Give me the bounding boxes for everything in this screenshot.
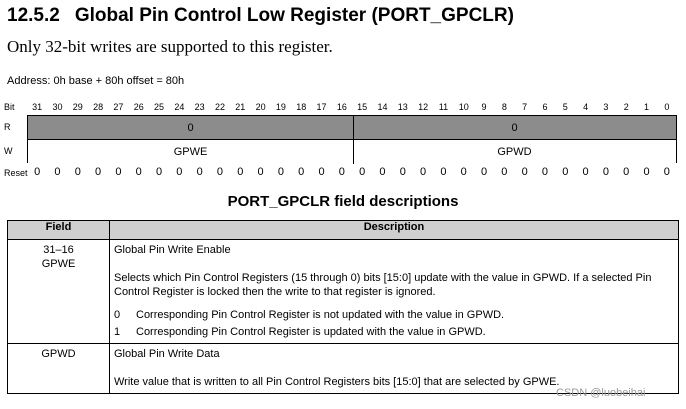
- bit-number: 30: [52, 102, 63, 112]
- bit-number: 23: [194, 102, 205, 112]
- reset-value: 0: [501, 166, 508, 178]
- reset-value: 0: [602, 166, 609, 178]
- reset-value: 0: [643, 166, 650, 178]
- reset-value: 0: [379, 166, 386, 178]
- write-field-gpwe: GPWE: [173, 146, 208, 158]
- section-heading: [7, 5, 514, 27]
- reset-value: 0: [521, 166, 528, 178]
- header-field: Field: [8, 221, 110, 240]
- option-item: [114, 325, 674, 339]
- table-title: PORT_GPCLR field descriptions: [227, 193, 459, 210]
- bit-number: 20: [255, 102, 266, 112]
- bit-number: 4: [583, 102, 589, 112]
- header-description: Description: [110, 221, 679, 240]
- bit-number: 7: [522, 102, 528, 112]
- bit-number: 15: [357, 102, 368, 112]
- bit-number: 12: [418, 102, 429, 112]
- bit-number: 27: [113, 102, 124, 112]
- option-item: [114, 308, 674, 322]
- bit-number: 24: [174, 102, 185, 112]
- bit-number: 1: [644, 102, 650, 112]
- write-row-label: W: [4, 146, 13, 156]
- bit-number: 17: [316, 102, 327, 112]
- write-field-gpwd: GPWD: [497, 146, 532, 158]
- reset-value: 0: [298, 166, 305, 178]
- read-value-high: 0: [187, 121, 194, 134]
- bit-number: 8: [501, 102, 507, 112]
- bit-number: 0: [664, 102, 670, 112]
- section-title: Global Pin Control Low Register (PORT_GPCLR): [74, 5, 514, 26]
- reset-value: 0: [34, 166, 41, 178]
- reset-value: 0: [135, 166, 142, 178]
- field-name: GPWE: [41, 258, 76, 270]
- reset-value: 0: [338, 166, 345, 178]
- bit-number: 31: [32, 102, 43, 112]
- bit-number: 13: [397, 102, 408, 112]
- reset-value: 0: [196, 166, 203, 178]
- bit-number: 11: [438, 102, 449, 112]
- bit-number: 18: [296, 102, 307, 112]
- reset-value: 0: [623, 166, 630, 178]
- reset-value: 0: [440, 166, 447, 178]
- reset-value: 0: [318, 166, 325, 178]
- description-body: Write value that is written to all Pin Control Registers bits [15:0] that are selected by GPWE.: [114, 376, 560, 388]
- field-cell: [8, 344, 110, 394]
- read-value-low: 0: [511, 121, 518, 134]
- bit-number: 26: [133, 102, 144, 112]
- description-title: Global Pin Write Enable: [114, 244, 231, 256]
- address-line: Address: 0h base + 80h offset = 80h: [7, 75, 185, 87]
- bit-number: 5: [562, 102, 568, 112]
- reset-value: 0: [663, 166, 670, 178]
- bit-number: 19: [275, 102, 286, 112]
- reset-value: 0: [237, 166, 244, 178]
- reset-value: 0: [257, 166, 264, 178]
- reset-value: 0: [399, 166, 406, 178]
- reset-value: 0: [277, 166, 284, 178]
- table-row: [8, 344, 679, 394]
- description-cell: [110, 344, 679, 394]
- reset-value: 0: [216, 166, 224, 178]
- option-value: 0: [114, 309, 121, 321]
- bit-number: 10: [458, 102, 469, 112]
- reset-value: 0: [562, 166, 569, 178]
- read-row-label: R: [4, 122, 11, 132]
- field-name: GPWD: [41, 348, 76, 360]
- bit-number: 22: [214, 102, 225, 112]
- bit-number: 2: [623, 102, 629, 112]
- reset-value: 0: [95, 166, 102, 178]
- register-diagram: [27, 115, 677, 163]
- intro-text: Only 32-bit writes are supported to this register.: [7, 37, 333, 56]
- bit-number: 16: [336, 102, 347, 112]
- reset-value: 0: [460, 166, 467, 178]
- field-bits: 31–16: [43, 244, 74, 256]
- bit-number: 29: [72, 102, 83, 112]
- table-header-row: [8, 221, 679, 240]
- bit-number: 14: [377, 102, 388, 112]
- reset-row-label: Reset: [4, 168, 28, 178]
- field-descriptions-table: [7, 220, 679, 394]
- bit-row-label: Bit: [4, 102, 15, 112]
- bit-number: 6: [542, 102, 548, 112]
- section-number: 12.5.2: [7, 5, 60, 26]
- description-cell: [110, 240, 679, 344]
- table-row: [8, 240, 679, 344]
- bit-number: 9: [481, 102, 487, 112]
- option-text: Corresponding Pin Control Register is not updated with the value in GPWD.: [136, 309, 505, 321]
- reset-value: 0: [74, 166, 81, 178]
- watermark: CSDN @luobeihai: [556, 387, 646, 399]
- option-value: 1: [114, 326, 121, 338]
- reset-value: 0: [359, 166, 366, 178]
- reset-value: 0: [420, 166, 427, 178]
- bit-number: 25: [154, 102, 165, 112]
- reset-value: 0: [54, 166, 61, 178]
- reset-value: 0: [480, 166, 488, 178]
- description-title: Global Pin Write Data: [114, 348, 220, 360]
- option-text: Corresponding Pin Control Register is updated with the value in GPWD.: [136, 326, 486, 338]
- reset-value: 0: [115, 166, 122, 178]
- read-row: [28, 116, 676, 140]
- field-divider: [353, 116, 354, 164]
- bit-number: 28: [93, 102, 104, 112]
- description-body: Selects which Pin Control Registers (15 through 0) bits [15:0] update with the value in GPWD. If a selected Pin Control Register is locked then the write to that register is ignored.: [114, 272, 652, 298]
- reset-value: 0: [541, 166, 549, 178]
- reset-value: 0: [176, 166, 183, 178]
- write-row: [28, 140, 676, 164]
- reset-value: 0: [155, 166, 163, 178]
- reset-value: 0: [582, 166, 589, 178]
- bit-number: 21: [235, 102, 246, 112]
- bit-number: 3: [603, 102, 609, 112]
- field-cell: [8, 240, 110, 344]
